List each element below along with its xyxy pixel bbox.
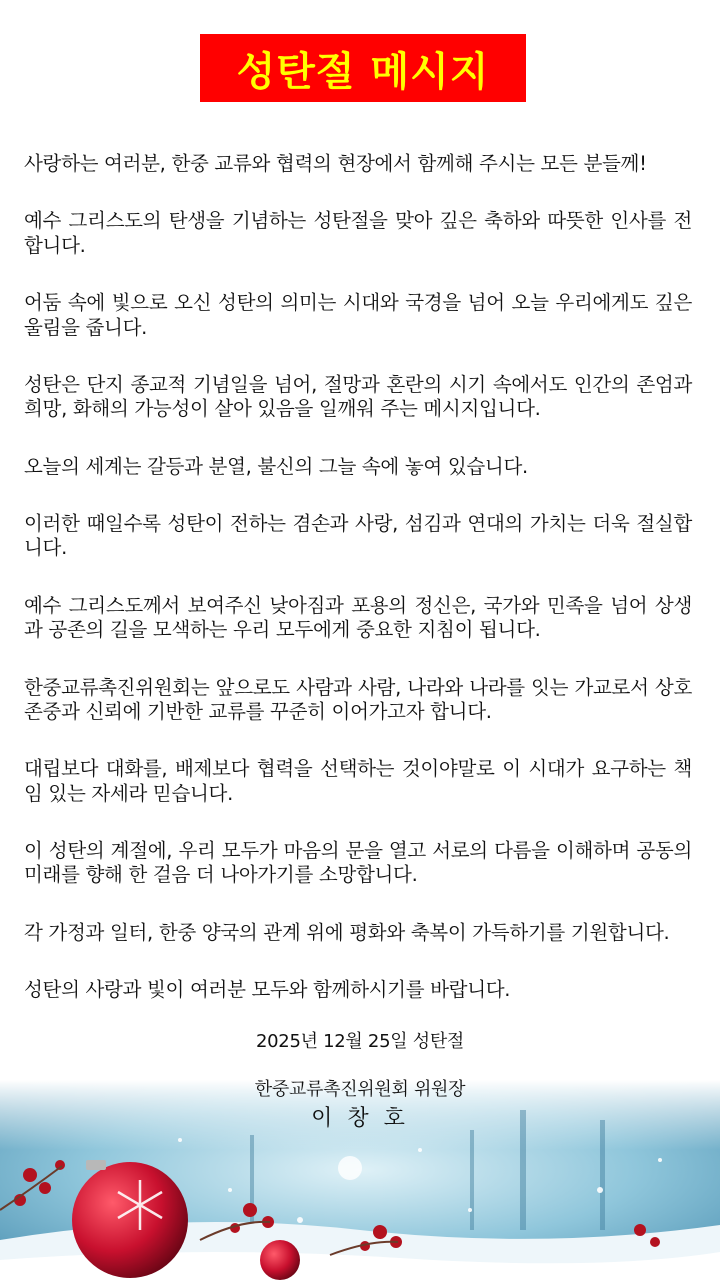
- signer-name: 이 창 호: [311, 1106, 409, 1131]
- paragraph: 각 가정과 일터, 한중 양국의 관계 위에 평화와 축복이 가득하기를 기원합니다.: [24, 920, 670, 944]
- page-title: 성탄절 메시지: [236, 48, 490, 95]
- paragraph: 예수 그리스도께서 보여주신 낮아짐과 포용의 정신은, 국가와 민족을 넘어 상생과 공존의 길을 모색하는 우리 모두에게 중요한 지침이 됩니다.: [24, 593, 692, 642]
- organization-name: 한중교류촉진위원회 위원장: [254, 1079, 466, 1100]
- paragraph: 이러한 때일수록 성탄이 전하는 겸손과 사랑, 섬김과 연대의 가치는 더욱 절실합니다.: [24, 512, 692, 560]
- paragraph: 어둠 속에 빛으로 오신 성탄의 의미는 시대와 국경을 넘어 오늘 우리에게도 깊은 울림을 줍니다.: [24, 291, 692, 339]
- paragraph: 한중교류촉진위원회는 앞으로도 사람과 사람, 나라와 나라를 잇는 가교로서 상호 존중과 신뢰에 기반한 교류를 꾸준히 이어가고자 합니다.: [24, 675, 692, 723]
- paragraph: 대립보다 대화를, 배제보다 협력을 선택하는 것이야말로 이 시대가 요구하는 책임 있는 자세라 믿습니다.: [24, 757, 692, 805]
- paragraph: 이 성탄의 계절에, 우리 모두가 마음의 문을 열고 서로의 다름을 이해하며 공동의 미래를 향해 한 걸음 더 나아가기를 소망합니다.: [24, 839, 692, 887]
- paragraph: 오늘의 세계는 갈등과 분열, 불신의 그늘 속에 놓여 있습니다.: [24, 454, 528, 478]
- paragraph: 예수 그리스도의 탄생을 기념하는 성탄절을 맞아 깊은 축하와 따뜻한 인사를 전합니다.: [24, 209, 692, 257]
- message-date: 2025년 12월 25일 성탄절: [255, 1031, 464, 1052]
- paragraph: 사랑하는 여러분, 한중 교류와 협력의 현장에서 함께해 주시는 모든 분들께!: [24, 152, 647, 175]
- paragraph: 성탄은 단지 종교적 기념일을 넘어, 절망과 혼란의 시기 속에서도 인간의 존엄과 희망, 화해의 가능성이 살아 있음을 일깨워 주는 메시지입니다.: [24, 372, 692, 421]
- paragraph: 성탄의 사랑과 빛이 여러분 모두와 함께하시기를 바랍니다.: [24, 978, 511, 1002]
- message-body: [24, 152, 692, 1036]
- title-banner: [200, 34, 526, 102]
